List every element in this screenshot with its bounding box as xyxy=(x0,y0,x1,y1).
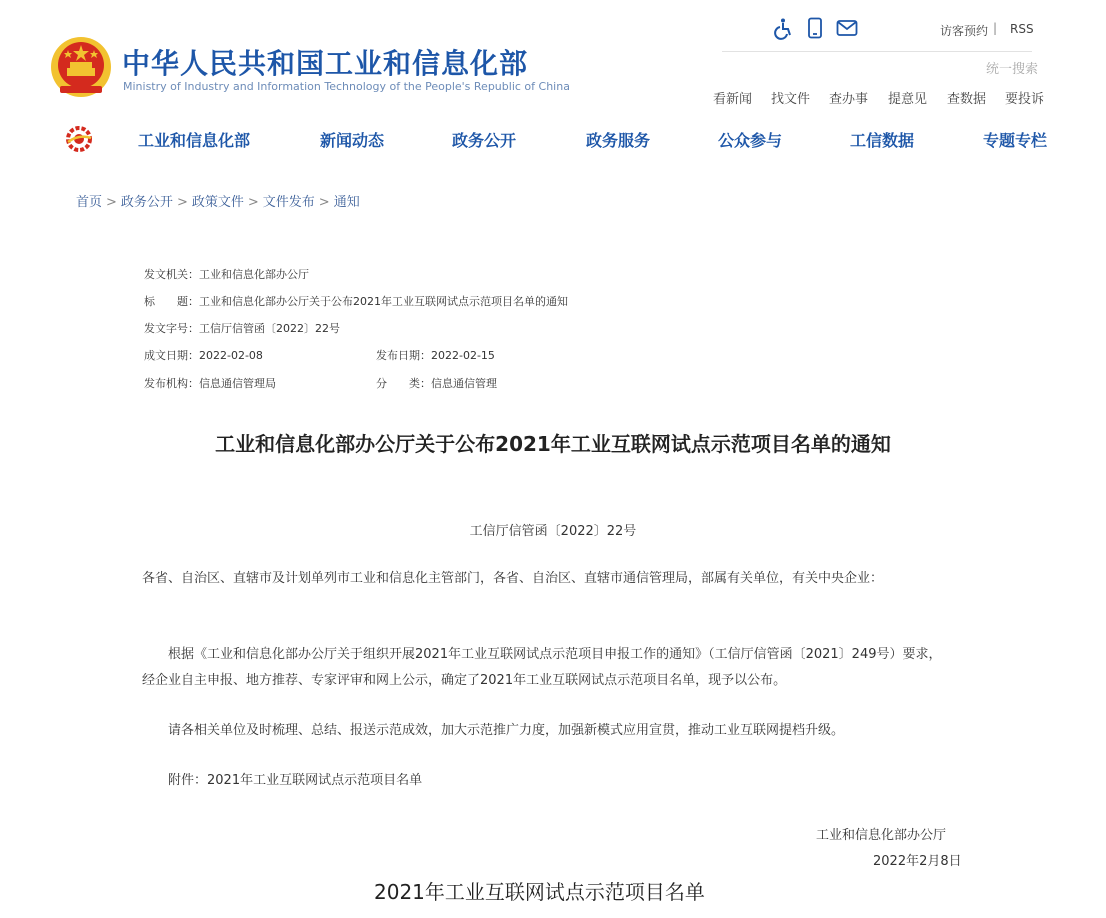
meta-org-label: 发布机构： xyxy=(144,377,199,390)
meta-docno-label: 发文字号： xyxy=(144,322,199,335)
breadcrumb-separator: > xyxy=(247,195,259,210)
meta-published-value: 2022-02-15 xyxy=(431,349,495,362)
ministry-name-en: Ministry of Industry and Information Technology of the People's Republic of China xyxy=(123,80,570,93)
meta-title-value: 工业和信息化部办公厅关于公布2021年工业互联网试点示范项目名单的通知 xyxy=(199,295,568,308)
breadcrumb-home[interactable]: 首页 xyxy=(76,195,103,210)
breadcrumb-file-release[interactable]: 文件发布 xyxy=(262,195,315,210)
quick-link-files[interactable]: 找文件 xyxy=(771,92,811,107)
nav-item-topics[interactable]: 专题专栏 xyxy=(983,131,1048,150)
addressee-paragraph: 各省、自治区、直辖市及计划单列市工业和信息化主管部门，各省、自治区、直辖市通信管理局，部属有关单位，有关中央企业： xyxy=(142,571,884,586)
attachment-link[interactable]: 附件：2021年工业互联网试点示范项目名单 xyxy=(168,773,423,788)
article-title: 工业和信息化部办公厅关于公布2021年工业互联网试点示范项目名单的通知 xyxy=(215,432,891,456)
accessibility-icon[interactable] xyxy=(772,17,794,39)
national-emblem-icon xyxy=(50,36,112,98)
meta-docno xyxy=(144,320,340,336)
header-divider xyxy=(722,51,1032,52)
meta-issuer-label: 发文机关： xyxy=(144,268,199,281)
breadcrumb xyxy=(76,191,360,210)
nav-item-ministry[interactable]: 工业和信息化部 xyxy=(138,131,251,150)
mail-icon[interactable] xyxy=(836,17,858,39)
quick-link-data[interactable]: 查数据 xyxy=(947,92,987,107)
visitor-appointment-link[interactable]: 访客预约 xyxy=(940,24,989,38)
signature-org: 工业和信息化部办公厅 xyxy=(816,828,947,843)
body-paragraph-2: 请各相关单位及时梳理、总结、报送示范成效，加大示范推广力度，加强新模式应用宣贯，推动工业互联网提档升级。 xyxy=(168,723,845,738)
quick-link-complaint[interactable]: 要投诉 xyxy=(1005,92,1045,107)
doc-number: 工信厅信管函〔2022〕22号 xyxy=(469,524,637,539)
ministry-name: 中华人民共和国工业和信息化部 xyxy=(122,47,529,80)
nav-item-open-government[interactable]: 政务公开 xyxy=(452,131,517,150)
nav-item-services[interactable]: 政务服务 xyxy=(586,131,651,150)
meta-category-value: 信息通信管理 xyxy=(431,377,497,390)
meta-created-value: 2022-02-08 xyxy=(199,349,263,362)
unified-search-input[interactable]: 统一搜索 xyxy=(986,62,1039,77)
quick-link-news[interactable]: 看新闻 xyxy=(713,92,753,107)
meta-category xyxy=(376,375,497,391)
rss-link[interactable]: RSS xyxy=(1010,22,1034,36)
breadcrumb-separator: > xyxy=(106,195,117,210)
meta-org xyxy=(144,375,276,391)
breadcrumb-policy-files[interactable]: 政策文件 xyxy=(191,195,244,210)
nav-item-data[interactable]: 工信数据 xyxy=(850,131,915,150)
meta-org-value: 信息通信管理局 xyxy=(199,377,276,390)
breadcrumb-notice[interactable]: 通知 xyxy=(333,195,360,210)
body-paragraph-1: 根据《工业和信息化部办公厅关于组织开展2021年工业互联网试点示范项目申报工作的通知》（工信厅信管函〔2021〕249号）要求，经企业自主申报、地方推荐、专家评审和网上公示，确定了2021年工业互联网试点示范项目名单，现予以公布。 xyxy=(142,647,942,688)
signature-date: 2022年2月8日 xyxy=(873,854,962,869)
meta-docno-value: 工信厅信管函〔2022〕22号 xyxy=(199,322,340,335)
meta-title-label: 标 题： xyxy=(144,295,199,308)
mobile-icon[interactable] xyxy=(804,17,826,39)
meta-title xyxy=(144,293,568,309)
meta-issuer-value: 工业和信息化部办公厅 xyxy=(199,268,309,281)
meta-published-label: 发布日期： xyxy=(376,349,431,362)
quick-link-feedback[interactable]: 提意见 xyxy=(888,92,928,107)
header-separator: | xyxy=(993,21,998,35)
breadcrumb-separator: > xyxy=(176,195,188,210)
quick-link-services[interactable]: 查办事 xyxy=(829,92,869,107)
meta-published xyxy=(376,347,495,363)
meta-category-label: 分 类： xyxy=(376,377,431,390)
meta-created xyxy=(144,347,263,363)
meta-issuer xyxy=(144,266,309,282)
breadcrumb-separator: > xyxy=(318,195,330,210)
gear-logo-icon[interactable] xyxy=(64,124,94,154)
list-title: 2021年工业互联网试点示范项目名单 xyxy=(374,880,705,904)
breadcrumb-open-government[interactable]: 政务公开 xyxy=(120,195,173,210)
meta-created-label: 成文日期： xyxy=(144,349,199,362)
nav-item-news[interactable]: 新闻动态 xyxy=(320,131,385,150)
nav-item-participation[interactable]: 公众参与 xyxy=(718,131,783,150)
